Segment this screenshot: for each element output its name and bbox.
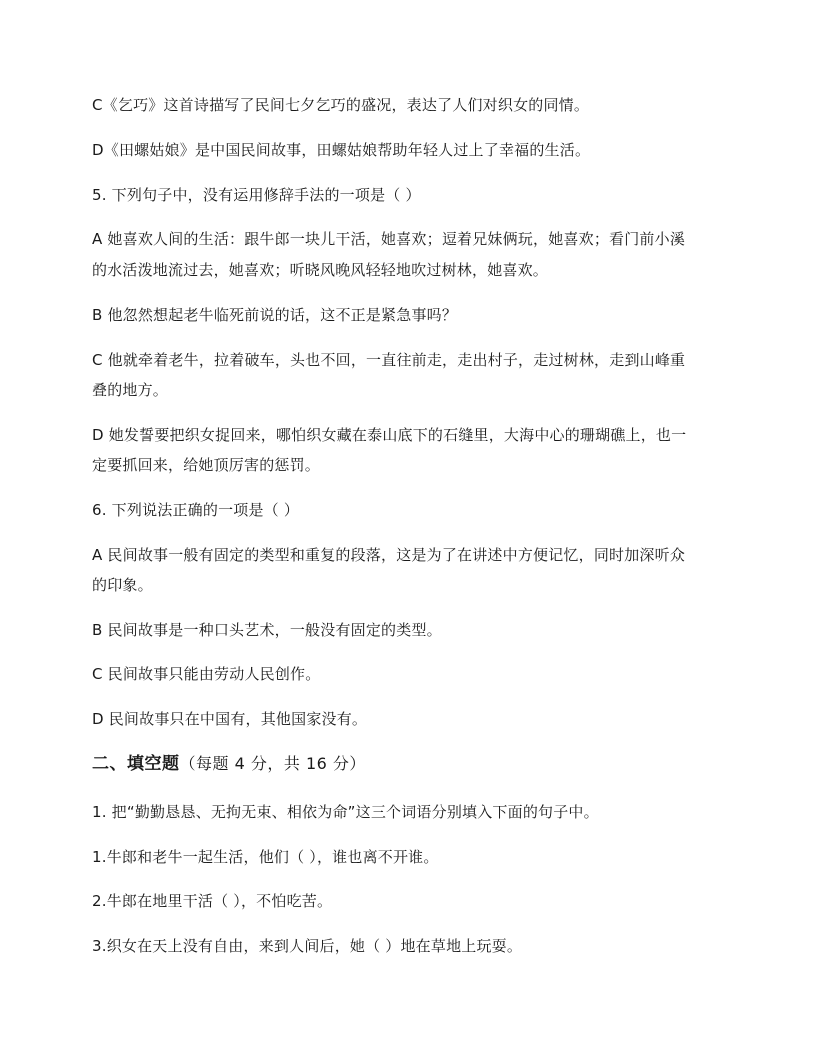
q5-option-b: B 他忽然想起老牛临死前说的话，这不正是紧急事吗？ [92,306,458,324]
q5-option-a-line1: A 她喜欢人间的生活：跟牛郎一块儿干活，她喜欢；逗着兄妹俩玩，她喜欢；看门前小溪 [92,230,686,248]
section-score-note: （每题 4 分，共 16 分） [179,754,366,773]
fill-question-1: 1. 把“勤勤恳恳、无拘无束、相依为命”这三个词语分别填入下面的句子中。 [92,803,599,821]
q5-option-c-line2: 叠的地方。 [92,381,169,399]
q5-option-d-line1: D 她发誓要把织女捉回来，哪怕织女藏在泰山底下的石缝里，大海中心的珊瑚礁上，也一 [92,426,687,444]
question-5: 5. 下列句子中，没有运用修辞手法的一项是（ ） [92,186,421,204]
fill-item-1: 1.牛郎和老牛一起生活，他们（ ），谁也离不开谁。 [92,848,439,866]
question-6: 6. 下列说法正确的一项是（ ） [92,501,300,519]
section-heading [92,753,732,775]
fill-item-2: 2.牛郎在地里干活（ ），不怕吃苦。 [92,892,333,910]
fill-item-3: 3.织女在天上没有自由，来到人间后，她（ ）地在草地上玩耍。 [92,937,523,955]
q5-option-c-line1: C 他就牵着老牛，拉着破车，头也不回，一直往前走，走出村子，走过树林，走到山峰重 [92,351,686,369]
option-c-qiqiao: C《乞巧》这首诗描写了民间七夕乞巧的盛况，表达了人们对织女的同情。 [92,96,590,114]
section-title: 二、填空题 [92,754,180,774]
q5-option-a-line2: 的水活泼地流过去，她喜欢；听晓风晚风轻轻地吹过树林，她喜欢。 [92,261,549,279]
q6-option-c: C 民间故事只能由劳动人民创作。 [92,665,321,683]
q6-option-a-line2: 的印象。 [92,576,153,594]
q5-option-d-line2: 定要抓回来，给她顶厉害的惩罚。 [92,456,321,474]
q6-option-a-line1: A 民间故事一般有固定的类型和重复的段落，这是为了在讲述中方便记忆，同时加深听众 [92,546,686,564]
q6-option-b: B 民间故事是一种口头艺术，一般没有固定的类型。 [92,621,442,639]
option-d-tianluo: D《田螺姑娘》是中国民间故事，田螺姑娘帮助年轻人过上了幸福的生活。 [92,141,591,159]
q6-option-d: D 民间故事只在中国有，其他国家没有。 [92,710,368,728]
